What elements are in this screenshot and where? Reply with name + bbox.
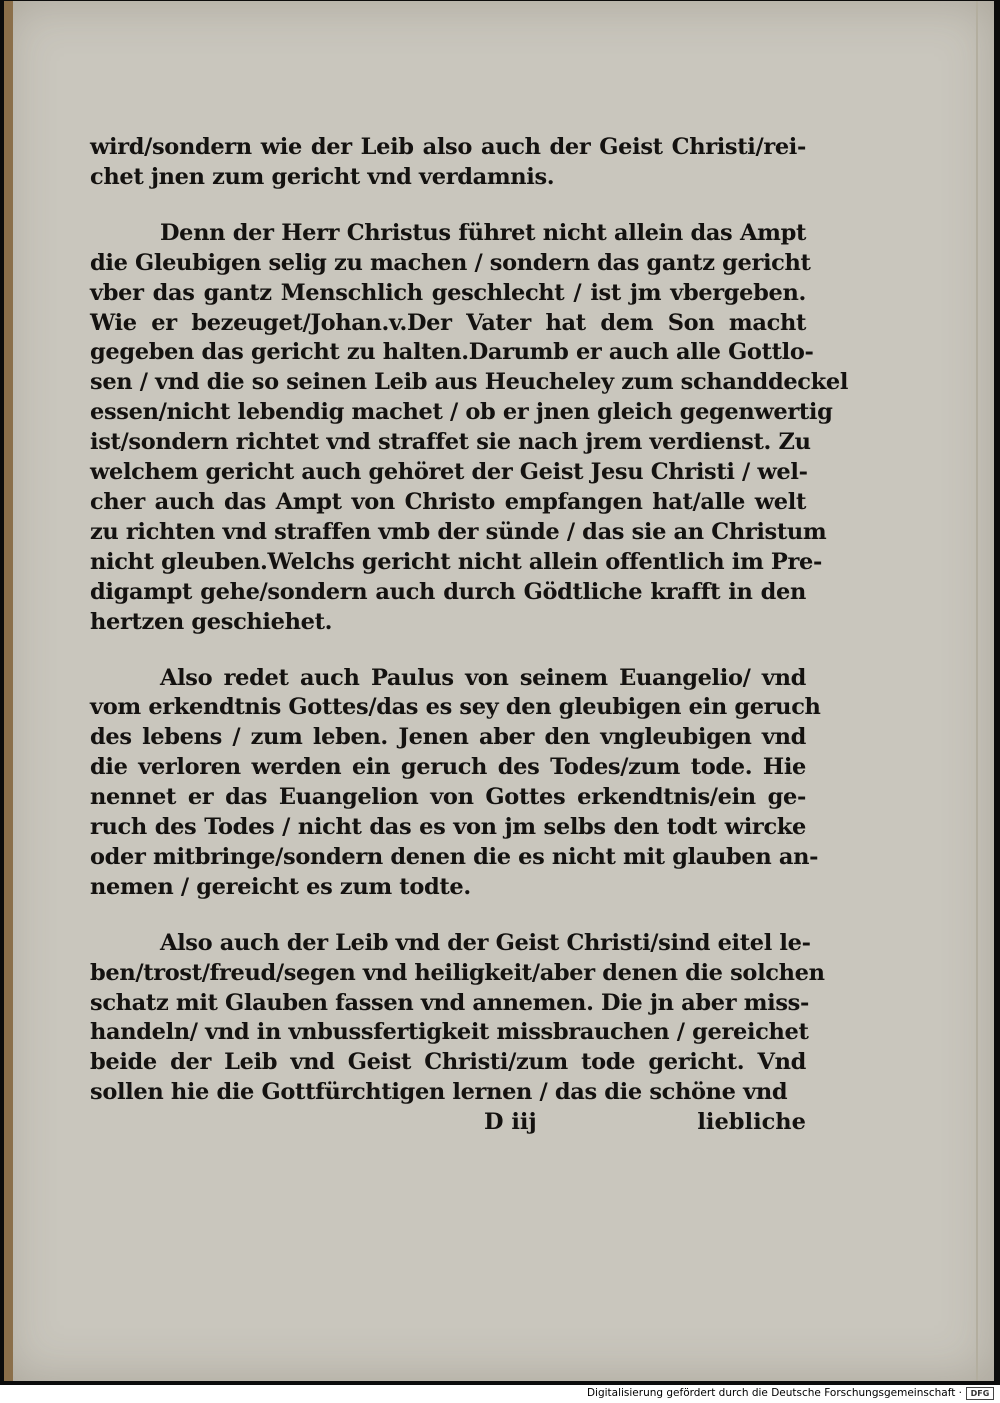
text-line: Wie er bezeuget/Johan.v.Der Vater hat dem Son macht [90,309,806,336]
text-line: gegeben das gericht zu halten.Darumb er auch alle Gottlo- [90,339,814,366]
text-line: sen / vnd die so seinen Leib aus Heucheley zum schanddeckel [90,369,849,396]
page-gutter [4,1,13,1381]
text-line: beide der Leib vnd Geist Christi/zum tode gericht. Vnd [90,1049,806,1076]
text-line: nennet er das Euangelion von Gottes erkendtnis/ein ge- [90,784,806,811]
text-line: sollen hie die Gottfürchtigen lernen / das die schöne vnd [90,1079,788,1106]
text-line: des lebens / zum leben. Jenen aber den vngleubigen vnd [90,724,806,751]
text-line: die verloren werden ein geruch des Todes/zum tode. Hie [90,754,806,781]
page-edge [976,1,978,1381]
paragraph [90,929,825,1108]
paragraph [90,664,821,903]
text-line: essen/nicht lebendig machet / ob er jnen gleich gegenwertig [90,399,833,426]
text-line: oder mitbringe/sondern denen die es nicht mit glauben an- [90,843,819,870]
text-line: Denn der Herr Christus führet nicht allein das Ampt [160,219,806,246]
text-line: nemen / gereicht es zum todte. [90,873,471,900]
text-line: wird/sondern wie der Leib also auch der Geist Christi/rei- [90,134,806,160]
text-line: die Gleubigen selig zu machen / sondern das gantz gericht [90,249,811,276]
dfg-logo-icon: DFG [966,1387,994,1400]
text-line: hertzen geschiehet. [90,608,333,635]
text-line: ben/trost/freud/segen vnd heiligkeit/aber denen die solchen [90,959,825,986]
footer-bar [0,1385,1000,1403]
text-line: chet jnen zum gericht vnd verdamnis. [90,163,555,190]
text-line: zu richten vnd straffen vmb der sünde / das sie an Christum [90,518,827,545]
text-line: digampt gehe/sondern auch durch Gödtliche krafft in den [90,578,806,605]
text-line: Also auch der Leib vnd der Geist Christi/sind eitel le- [160,929,811,956]
page-bottom-line [90,1108,806,1138]
signature-mark: D iij [484,1109,537,1136]
page-text [90,133,849,1138]
paragraph [90,133,806,193]
text-line: vom erkendtnis Gottes/das es sey den gleubigen ein geruch [90,694,821,721]
book-page [4,1,994,1381]
text-line: welchem gericht auch gehöret der Geist Jesu Christi / wel- [90,459,808,486]
paragraph [90,219,849,638]
text-line: ist/sondern richtet vnd straffet sie nach jrem verdienst. Zu [90,429,811,456]
funding-note: Digitalisierung gefördert durch die Deutsche Forschungsgemeinschaft · [586,1387,962,1399]
text-line: ruch des Todes / nicht das es von jm selbs den todt wircke [90,814,806,841]
text-line: vber das gantz Menschlich geschlecht / ist jm vbergeben. [90,279,806,306]
text-line: handeln/ vnd in vnbussfertigkeit missbrauchen / gereichet [90,1019,809,1046]
text-line: Also redet auch Paulus von seinem Euangelio/ vnd [160,664,806,691]
text-line: schatz mit Glauben fassen vnd annemen. Die jn aber miss- [90,989,809,1016]
text-line: cher auch das Ampt von Christo empfangen hat/alle welt [90,488,806,515]
catchword: liebliche [697,1109,806,1136]
paragraphs [90,133,849,1108]
text-line: nicht gleuben.Welchs gericht nicht allein offentlich im Pre- [90,548,822,575]
